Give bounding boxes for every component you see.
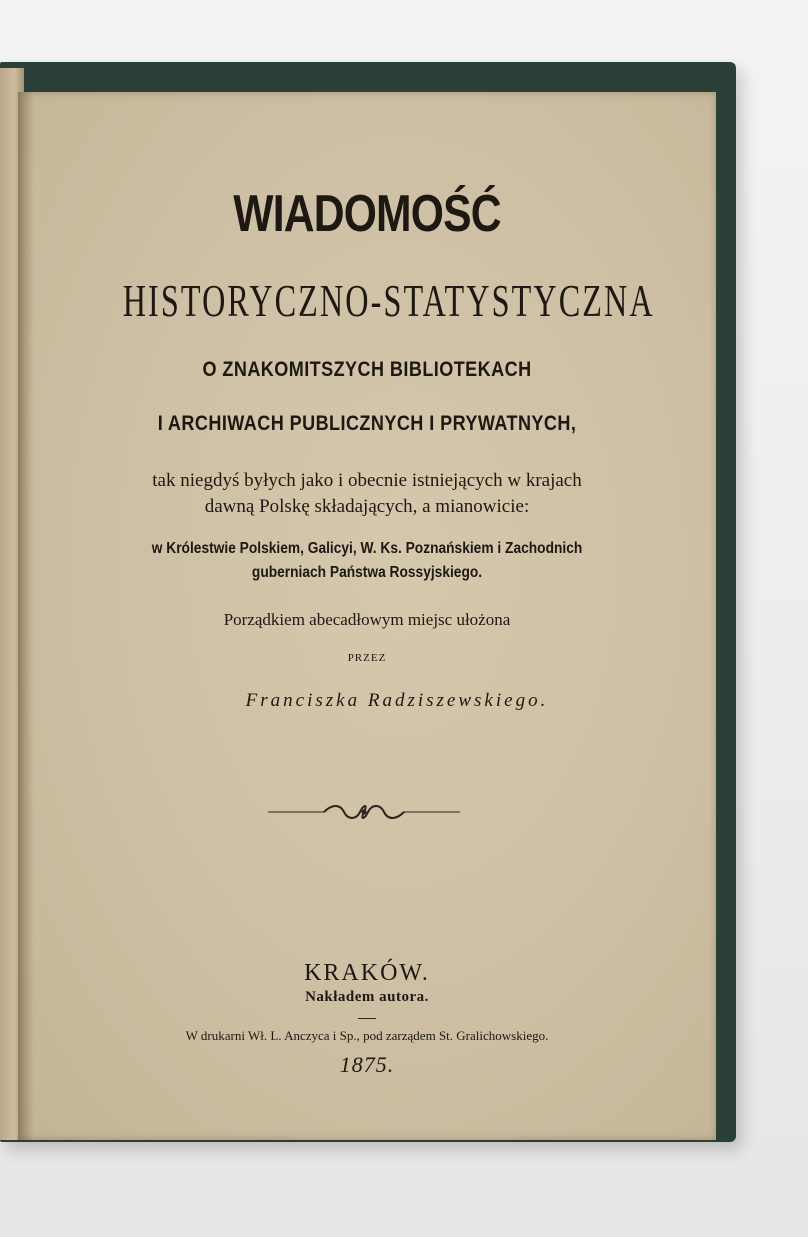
ornament-divider xyxy=(268,800,460,824)
printer-line: W drukarni Wł. L. Anczyca i Sp., pod zarządem St. Gralichowskiego. xyxy=(185,1028,549,1043)
main-title: WIADOMOŚĆ xyxy=(233,185,501,243)
publisher-line: Nakładem autora. xyxy=(305,989,429,1005)
body-line-2: dawną Polskę składających, a mianowicie: xyxy=(204,496,530,517)
subtitle: HISTORYCZNO-STATYSTYCZNA xyxy=(122,275,655,326)
short-rule xyxy=(358,1018,376,1019)
title-page xyxy=(18,92,716,1140)
region-line-1: w Królestwie Polskiem, Galicyi, W. Ks. Poznańskiem i Zachodnich xyxy=(151,540,583,557)
order-line: Porządkiem abecadłowym miejsc ułożona xyxy=(223,610,511,629)
przez-label: PRZEZ xyxy=(347,652,387,664)
author-name: Franciszka Radziszewskiego. xyxy=(245,690,549,711)
region-line-2: guberniach Państwa Rossyjskiego. xyxy=(251,564,483,581)
publication-place: KRAKÓW. xyxy=(304,960,430,986)
publication-year: 1875. xyxy=(339,1052,395,1077)
body-line-1: tak niegdyś byłych jako i obecnie istniejących w krajach xyxy=(152,470,582,491)
caps-line-2: I ARCHIWACH PUBLICZNYCH I PRYWATNYCH, xyxy=(157,412,577,435)
caps-line-1: O ZNAKOMITSZYCH BIBLIOTEKACH xyxy=(202,358,532,381)
